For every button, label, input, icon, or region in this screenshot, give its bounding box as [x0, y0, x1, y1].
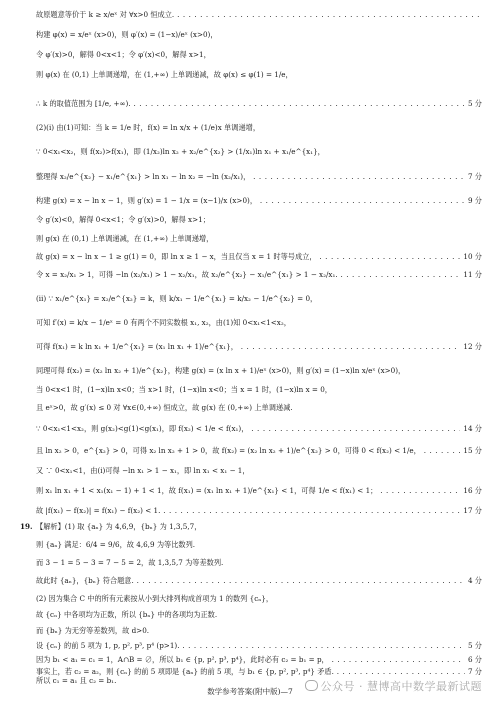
score-label: 5 分 [465, 99, 482, 109]
text-line: (2)(ⅰ) 由(1)可知：当 k = 1/e 时，f(x) = ln x/x + (1/e)x 单调递增， [36, 123, 261, 132]
score-label: 15 分 [460, 446, 482, 456]
score-label: 5 分 [465, 641, 482, 651]
text-line: 同理可得 f(x₂) = (x₂ ln x₂ + 1)/e^{x₂}，构建 g(x) = (x ln x + 1)/eˣ (x>0)，则 g′(x) = (1−x)ln x/eˣ (x>0)， [36, 366, 406, 375]
text-line: 且 eˣ>0，故 g′(x) ≤ 0 对 ∀x∈(0,+∞) 恒成立，故 g(x) 在 (0,+∞) 上单调递减. [36, 403, 293, 412]
text-line: 则 g(x) 在 (0,1) 上单调递减，在 (1,+∞) 上单调递增， [36, 234, 214, 243]
text-line: 则 φ(x) 在 (0,1) 上单调递增，在 (1,+∞) 上单调递减，故 φ(x) ≤ φ(1) = 1/e， [36, 70, 293, 79]
text-line: 构建 g(x) = x − ln x − 1，则 g′(x) = 1 − 1/x = (x−1)/x (x>0)， . . . 9 分 [36, 196, 482, 206]
text-line: 故 g(x) = x − ln x − 1 ≥ g(1) = 0，即 ln x ≥ 1 − x，当且仅当 x = 1 时等号成立， . . . 10 分 [36, 252, 482, 262]
score-label: 9 分 [465, 196, 482, 206]
text-line: ∵ 0<x₁<x₂，则 f(x₂)>f(x₁)，即 (1/x₂)ln x₂ + x₂/e^{x₂} > (1/x₁)ln x₁ + x₁/e^{x₁}， [36, 147, 325, 156]
text-line: 且 ln x₂ > 0，e^{x₂} > 0，可得 x₂ ln x₂ + 1 > 0，故 f(x₂) = (x₂ ln x₂ + 1)/e^{x₂} > 0，可得 0 < f(x₂) < 1/e， . . . 15 分 [36, 446, 482, 456]
text-line: 令 g′(x)<0，解得 0<x<1；令 g′(x)>0，解得 x>1； [36, 215, 210, 224]
wechat-icon [305, 680, 318, 691]
page-footer: 数学参考答案(附中版)—7 [207, 687, 293, 696]
text-line: 令 x = x₂/x₁ > 1，可得 −ln (x₂/x₁) > 1 − x₂/x₁，故 x₂/e^{x₂} − x₁/e^{x₁} > 1 − x₂/x₁. . . . 11 分 [36, 270, 482, 280]
text-line: 令 φ′(x)>0，解得 0<x<1；令 φ′(x)<0，解得 x>1， [36, 50, 211, 59]
question-number: 19. [20, 522, 33, 531]
text-line: 可知 f′(x) = k/x − 1/eˣ = 0 有两个不同实数根 x₁, x₂，由(1)知 0<x₁<1<x₂， [36, 318, 291, 327]
text-line: 而 {bₙ} 为无穷等差数列，故 d>0. [36, 626, 150, 635]
text-line: 又 ∵ 0<x₁<1，由(ⅰ)可得 −ln x₁ > 1 − x₁，即 ln x₁ < x₁ − 1， [36, 466, 250, 475]
text-line: 故原题意等价于 k ≥ x/eˣ 对 ∀x>0 恒成立. . . . [36, 10, 482, 20]
score-label: 4 分 [465, 576, 482, 586]
score-label: 12 分 [460, 342, 482, 352]
score-label: 7 分 [465, 172, 482, 182]
text-line: ∴ k 的取值范围为 [1/e, +∞). . . . 5 分 [36, 99, 482, 109]
text-line: ∵ 0<x₁<1<x₂，则 g(x₂)<g(1)<g(x₁)，即 f(x₂) < 1/e < f(x₁)， . . . 14 分 [36, 424, 482, 434]
score-label: 10 分 [460, 252, 482, 262]
score-label: 6 分 [465, 655, 482, 665]
text-line: 则 {aₙ} 满足：6/4 = 9/6，故 4,6,9 为等比数列. [36, 540, 196, 549]
text-line: 所以 c₁ = a₁ 且 c₂ = b₁. [36, 676, 117, 685]
text-line: (2) 因为集合 C 中的所有元素按从小到大排列构成首项为 1 的数列 {cₙ}， [36, 594, 274, 603]
score-label: 16 分 [460, 486, 482, 496]
text-line: 当 0<x<1 时，(1−x)ln x<0；当 x>1 时，(1−x)ln x<0；当 x = 1 时，(1−x)ln x = 0， [36, 385, 332, 394]
text-line: 设 {cₙ} 的前 5 项为 1, p, p², p³, p⁴ (p>1). . . . 5 分 [36, 641, 482, 651]
text-line: 整理得 x₂/e^{x₂} − x₁/e^{x₁} > ln x₁ − ln x₂ = −ln (x₂/x₁)， . . . 7 分 [36, 172, 482, 182]
text-line: 可得 f(x₁) = k ln x₁ + 1/e^{x₁} = (x₁ ln x₁ + 1)/e^{x₁}， . . . 12 分 [36, 342, 482, 352]
text-line: 【解析】(1) 取 {aₙ} 为 4,6,9，{bₙ} 为 1,3,5,7， [36, 522, 202, 531]
text-line: 而 3 − 1 = 5 − 3 = 7 − 5 = 2，故 1,3,5,7 为等差数列. [36, 558, 224, 567]
text-line: 故 |f(x₁) − f(x₂)| = f(x₁) − f(x₂) < 1. . . . 17 分 [36, 506, 482, 516]
text-line: 构建 φ(x) = x/eˣ (x>0)，则 φ′(x) = (1−x)/eˣ (x>0)， [36, 30, 218, 39]
watermark: 公众号 · 慧博高中数学最新试题 [305, 678, 483, 694]
text-line: 因为 b₁ < a₁ = c₁ = 1，A∩B = ∅，所以 b₁ ∈ {p, p², p³, p⁴}，此时必有 c₂ = b₁ = p， . . . 6 分 [36, 655, 482, 665]
score-label: 14 分 [460, 424, 482, 434]
text-line: 则 x₁ ln x₁ + 1 < x₁(x₁ − 1) + 1 < 1，故 f(x₁) = (x₁ ln x₁ + 1)/e^{x₁} < 1，可得 1/e < f(x₁) < 1； . . . 16 分 [36, 486, 482, 496]
score-label: 7 分 [465, 667, 482, 677]
score-label: 11 分 [460, 270, 482, 280]
text-line: 事实上，若 c₂ = a₂，则 {cₙ} 的前 5 项即是 {aₙ} 的前 5 项，与 b₁ ∈ {p, p², p³, p⁴} 矛盾. . . . 7 分 [36, 667, 482, 677]
text-line: (ⅱ) ∵ x₁/e^{x₁} = x₂/e^{x₂} = k，则 k/x₁ − 1/e^{x₁} = k/x₂ − 1/e^{x₂} = 0， [36, 294, 318, 303]
text-line: 故此时 {aₙ}，{bₙ} 符合题意. . . . 4 分 [36, 576, 482, 586]
text-line: 故 {cₙ} 中各项均为正数，所以 {bₙ} 中的各项均为正数. [36, 610, 218, 619]
score-label: 17 分 [460, 506, 482, 516]
